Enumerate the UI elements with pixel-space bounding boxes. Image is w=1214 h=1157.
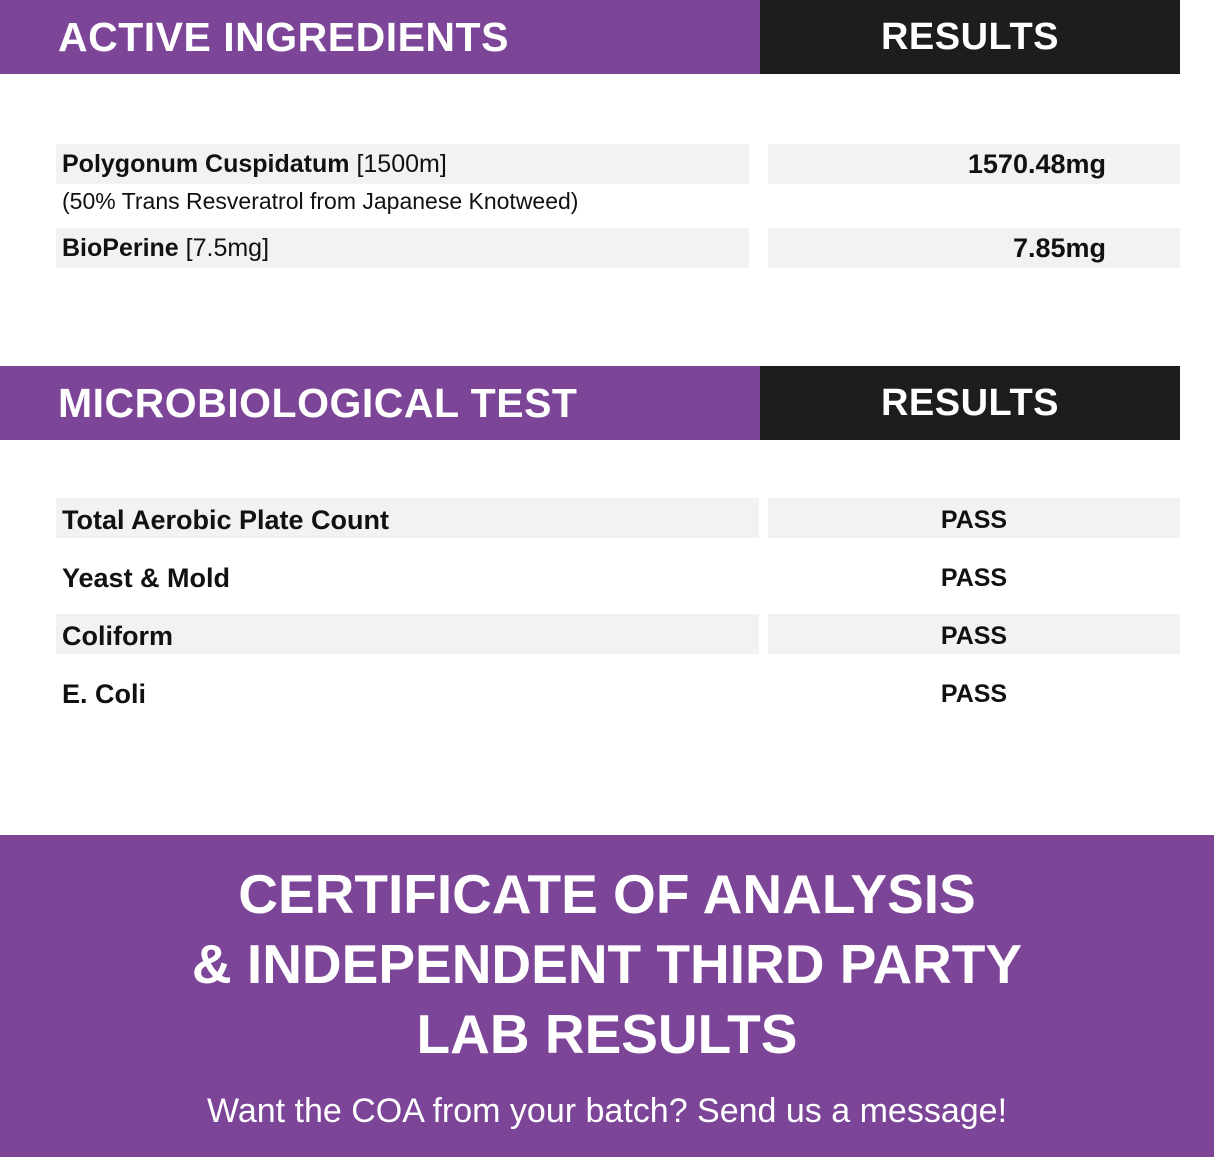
microbiological-table bbox=[0, 498, 1214, 730]
ingredient-name: BioPerine bbox=[62, 234, 179, 262]
ingredient-name: Polygonum Cuspidatum bbox=[62, 150, 350, 178]
micro-test-result: PASS bbox=[940, 506, 1008, 534]
table-row bbox=[0, 614, 1214, 672]
micro-test-name: Yeast & Mold bbox=[62, 563, 231, 593]
micro-test-name: E. Coli bbox=[62, 679, 147, 709]
micro-test-result: PASS bbox=[940, 564, 1008, 592]
active-ingredients-header-left bbox=[0, 0, 760, 74]
microbiological-title: MICROBIOLOGICAL TEST bbox=[58, 379, 578, 426]
active-ingredients-results-header bbox=[760, 0, 1180, 74]
ingredient-result: 7.85mg bbox=[1012, 233, 1106, 263]
ingredient-result: 1570.48mg bbox=[967, 149, 1106, 179]
ingredient-dose: [1500m] bbox=[356, 150, 447, 178]
microbiological-results-header bbox=[760, 366, 1180, 440]
active-ingredients-title: ACTIVE INGREDIENTS bbox=[58, 13, 509, 60]
micro-test-name: Coliform bbox=[62, 621, 173, 651]
micro-test-result: PASS bbox=[940, 622, 1008, 650]
micro-test-result: PASS bbox=[940, 680, 1008, 708]
microbiological-results-title: RESULTS bbox=[880, 382, 1060, 424]
table-row bbox=[0, 144, 1214, 184]
coa-title-line-3: LAB RESULTS bbox=[416, 1003, 798, 1065]
ingredient-subtext: (50% Trans Resveratrol from Japanese Knotweed) bbox=[62, 188, 579, 214]
coa-footer-banner bbox=[0, 835, 1214, 1157]
coa-title-line-1: CERTIFICATE OF ANALYSIS bbox=[238, 863, 976, 925]
table-row bbox=[0, 672, 1214, 730]
ingredient-dose: [7.5mg] bbox=[185, 234, 270, 262]
table-row bbox=[0, 228, 1214, 268]
microbiological-header-left bbox=[0, 366, 760, 440]
table-row bbox=[0, 556, 1214, 614]
coa-title-line-2: & INDEPENDENT THIRD PARTY bbox=[191, 933, 1023, 995]
active-ingredients-results-title: RESULTS bbox=[880, 16, 1060, 58]
active-ingredients-header bbox=[0, 0, 1214, 74]
coa-subtitle: Want the COA from your batch? Send us a message! bbox=[206, 1092, 1008, 1130]
active-ingredients-table bbox=[0, 144, 1214, 268]
table-row bbox=[0, 498, 1214, 556]
microbiological-header bbox=[0, 366, 1214, 440]
micro-test-name: Total Aerobic Plate Count bbox=[62, 505, 390, 535]
